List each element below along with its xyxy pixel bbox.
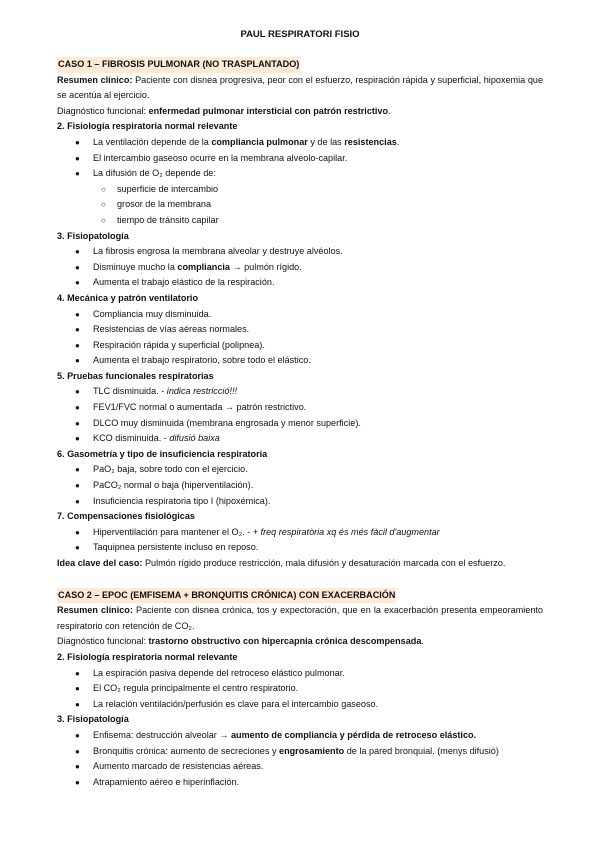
case1-heading bbox=[57, 57, 543, 73]
case2-title: CASO 2 – EPOC (EMFISEMA + BRONQUITIS CRÓNICA) CON EXACERBACIÓN bbox=[57, 588, 396, 604]
bullet-icon: ● bbox=[75, 325, 80, 335]
case2-section3-title: 3. Fisiopatología bbox=[57, 714, 129, 725]
list-item: ● PaO₂ baja, sobre todo con el ejercicio. bbox=[57, 462, 543, 478]
bullet-icon: ● bbox=[75, 777, 80, 787]
document-page bbox=[57, 26, 543, 790]
list-item: ● Compliancia muy disminuida. bbox=[57, 307, 543, 323]
bullet-icon: ● bbox=[75, 668, 80, 678]
spacer bbox=[57, 572, 543, 588]
list-item: ● Insuficiencia respiratoria tipo I (hipoxémica). bbox=[57, 494, 543, 510]
list-item: ● La relación ventilación/perfusión es clave para el intercambio gaseoso. bbox=[57, 697, 543, 713]
list-item: ● La ventilación depende de la compliancia pulmonar y de las resistencias. bbox=[57, 135, 543, 151]
bullet-icon: ● bbox=[75, 278, 80, 288]
bullet-icon: ● bbox=[75, 403, 80, 413]
list-item: ● Enfisema: destrucción alveolar → aumento de compliancia y pérdida de retroceso elástico. bbox=[57, 728, 543, 744]
list-item: ● Aumenta el trabajo respiratorio, sobre todo el elástico. bbox=[57, 353, 543, 369]
bullet-icon: ● bbox=[75, 387, 80, 397]
list-item: ● Hiperventilación para mantener el O₂. - + freq respiratòria xq és més fàcil d'augmentar bbox=[57, 525, 543, 541]
case1-title: CASO 1 – FIBROSIS PULMONAR (NO TRASPLANTADO) bbox=[57, 57, 300, 73]
bullet-icon: ● bbox=[75, 169, 80, 179]
case2-heading bbox=[57, 588, 543, 604]
case1-section7-title: 7. Compensaciones fisiológicas bbox=[57, 511, 195, 522]
bullet-icon: ● bbox=[75, 340, 80, 350]
case2-section2-title: 2. Fisiología respiratoria normal relevante bbox=[57, 651, 238, 662]
list-item: ● Atrapamiento aéreo e hiperinflación. bbox=[57, 775, 543, 791]
bullet-icon: ● bbox=[75, 309, 80, 319]
bullet-icon: ● bbox=[75, 746, 80, 756]
bullet-icon: ● bbox=[75, 434, 80, 444]
bullet-icon: ● bbox=[75, 699, 80, 709]
case1-section4-title: 4. Mecánica y patrón ventilatorio bbox=[57, 292, 198, 303]
bullet-icon: ● bbox=[75, 465, 80, 475]
sub-list-item: ○ tiempo de tránsito capilar bbox=[57, 213, 543, 229]
list-item: ● KCO disminuida. - difusió baixa bbox=[57, 431, 543, 447]
case1-key-idea: Idea clave del caso: Pulmón rígido produce restricción, mala difusión y desaturación marcada con el esfuerzo. bbox=[57, 558, 506, 568]
list-item: ● Aumenta el trabajo elástico de la respiración. bbox=[57, 275, 543, 291]
list-item: ● El CO₂ regula principalmente el centro respiratorio. bbox=[57, 681, 543, 697]
case2-summary: Resumen clínico: Paciente con disnea crónica, tos y expectoración, que en la exacerbación presenta empeoramiento respiratorio con retención de CO₂. bbox=[57, 605, 543, 631]
case1-section5-title: 5. Pruebas funcionales respiratorias bbox=[57, 370, 214, 381]
case1-section3-title: 3. Fisiopatología bbox=[57, 230, 129, 241]
list-item: ● PaCO₂ normal o baja (hiperventilación). bbox=[57, 478, 543, 494]
circle-bullet-icon: ○ bbox=[101, 200, 106, 210]
sub-list-item: ○ superficie de intercambio bbox=[57, 182, 543, 198]
case1-section6-title: 6. Gasometría y tipo de insuficiencia respiratoria bbox=[57, 448, 268, 459]
circle-bullet-icon: ○ bbox=[101, 184, 106, 194]
case1-summary: Resumen clínico: Paciente con disnea progresiva, peor con el esfuerzo, respiración rápida y superficial, hipoxemia que se acentúa al ejercicio. bbox=[57, 74, 544, 101]
list-item: ● FEV1/FVC normal o aumentada → patrón restrictivo. bbox=[57, 400, 543, 416]
list-item: ● Disminuye mucho la compliancia → pulmón rígido. bbox=[57, 260, 543, 276]
list-item: ● La difusión de O₂ depende de: bbox=[57, 166, 543, 182]
bullet-icon: ● bbox=[75, 527, 80, 537]
case2-diagnosis: Diagnóstico funcional: trastorno obstructivo con hipercapnia crónica descompensada. bbox=[57, 636, 424, 647]
bullet-icon: ● bbox=[75, 418, 80, 428]
bullet-icon: ● bbox=[75, 543, 80, 553]
list-item: ● DLCO muy disminuida (membrana engrosada y menor superficie). bbox=[57, 416, 543, 432]
bullet-icon: ● bbox=[75, 481, 80, 491]
bullet-icon: ● bbox=[75, 356, 80, 366]
bullet-icon: ● bbox=[75, 247, 80, 257]
bullet-icon: ● bbox=[75, 762, 80, 772]
list-item: ● Resistencias de vías aéreas normales. bbox=[57, 322, 543, 338]
bullet-icon: ● bbox=[75, 496, 80, 506]
bullet-icon: ● bbox=[75, 730, 80, 740]
list-item: ● El intercambio gaseoso ocurre en la membrana alveolo-capilar. bbox=[57, 151, 543, 167]
list-item: ● La fibrosis engrosa la membrana alveolar y destruye alvéolos. bbox=[57, 244, 543, 260]
list-item: ● Aumento marcado de resistencias aéreas. bbox=[57, 759, 543, 775]
list-item: ● TLC disminuida. - indica restricció!!! bbox=[57, 384, 543, 400]
bullet-icon: ● bbox=[75, 137, 80, 147]
bullet-icon: ● bbox=[75, 153, 80, 163]
document-title: PAUL RESPIRATORI FISIO bbox=[240, 29, 360, 40]
bullet-icon: ● bbox=[75, 262, 80, 272]
case1-diagnosis: Diagnóstico funcional: enfermedad pulmonar intersticial con patrón restrictivo. bbox=[57, 105, 391, 116]
circle-bullet-icon: ○ bbox=[101, 215, 106, 225]
list-item: ● Taquipnea persistente incluso en reposo. bbox=[57, 540, 543, 556]
case1-section2-title: 2. Fisiología respiratoria normal relevante bbox=[57, 121, 238, 132]
sub-list-item: ○ grosor de la membrana bbox=[57, 197, 543, 213]
bullet-icon: ● bbox=[75, 684, 80, 694]
list-item: ● La espiración pasiva depende del retroceso elástico pulmonar. bbox=[57, 666, 543, 682]
list-item: ● Bronquitis crónica: aumento de secreciones y engrosamiento de la pared bronquial. (menys difusió) bbox=[57, 744, 543, 760]
list-item: ● Respiración rápida y superficial (polipnea). bbox=[57, 338, 543, 354]
